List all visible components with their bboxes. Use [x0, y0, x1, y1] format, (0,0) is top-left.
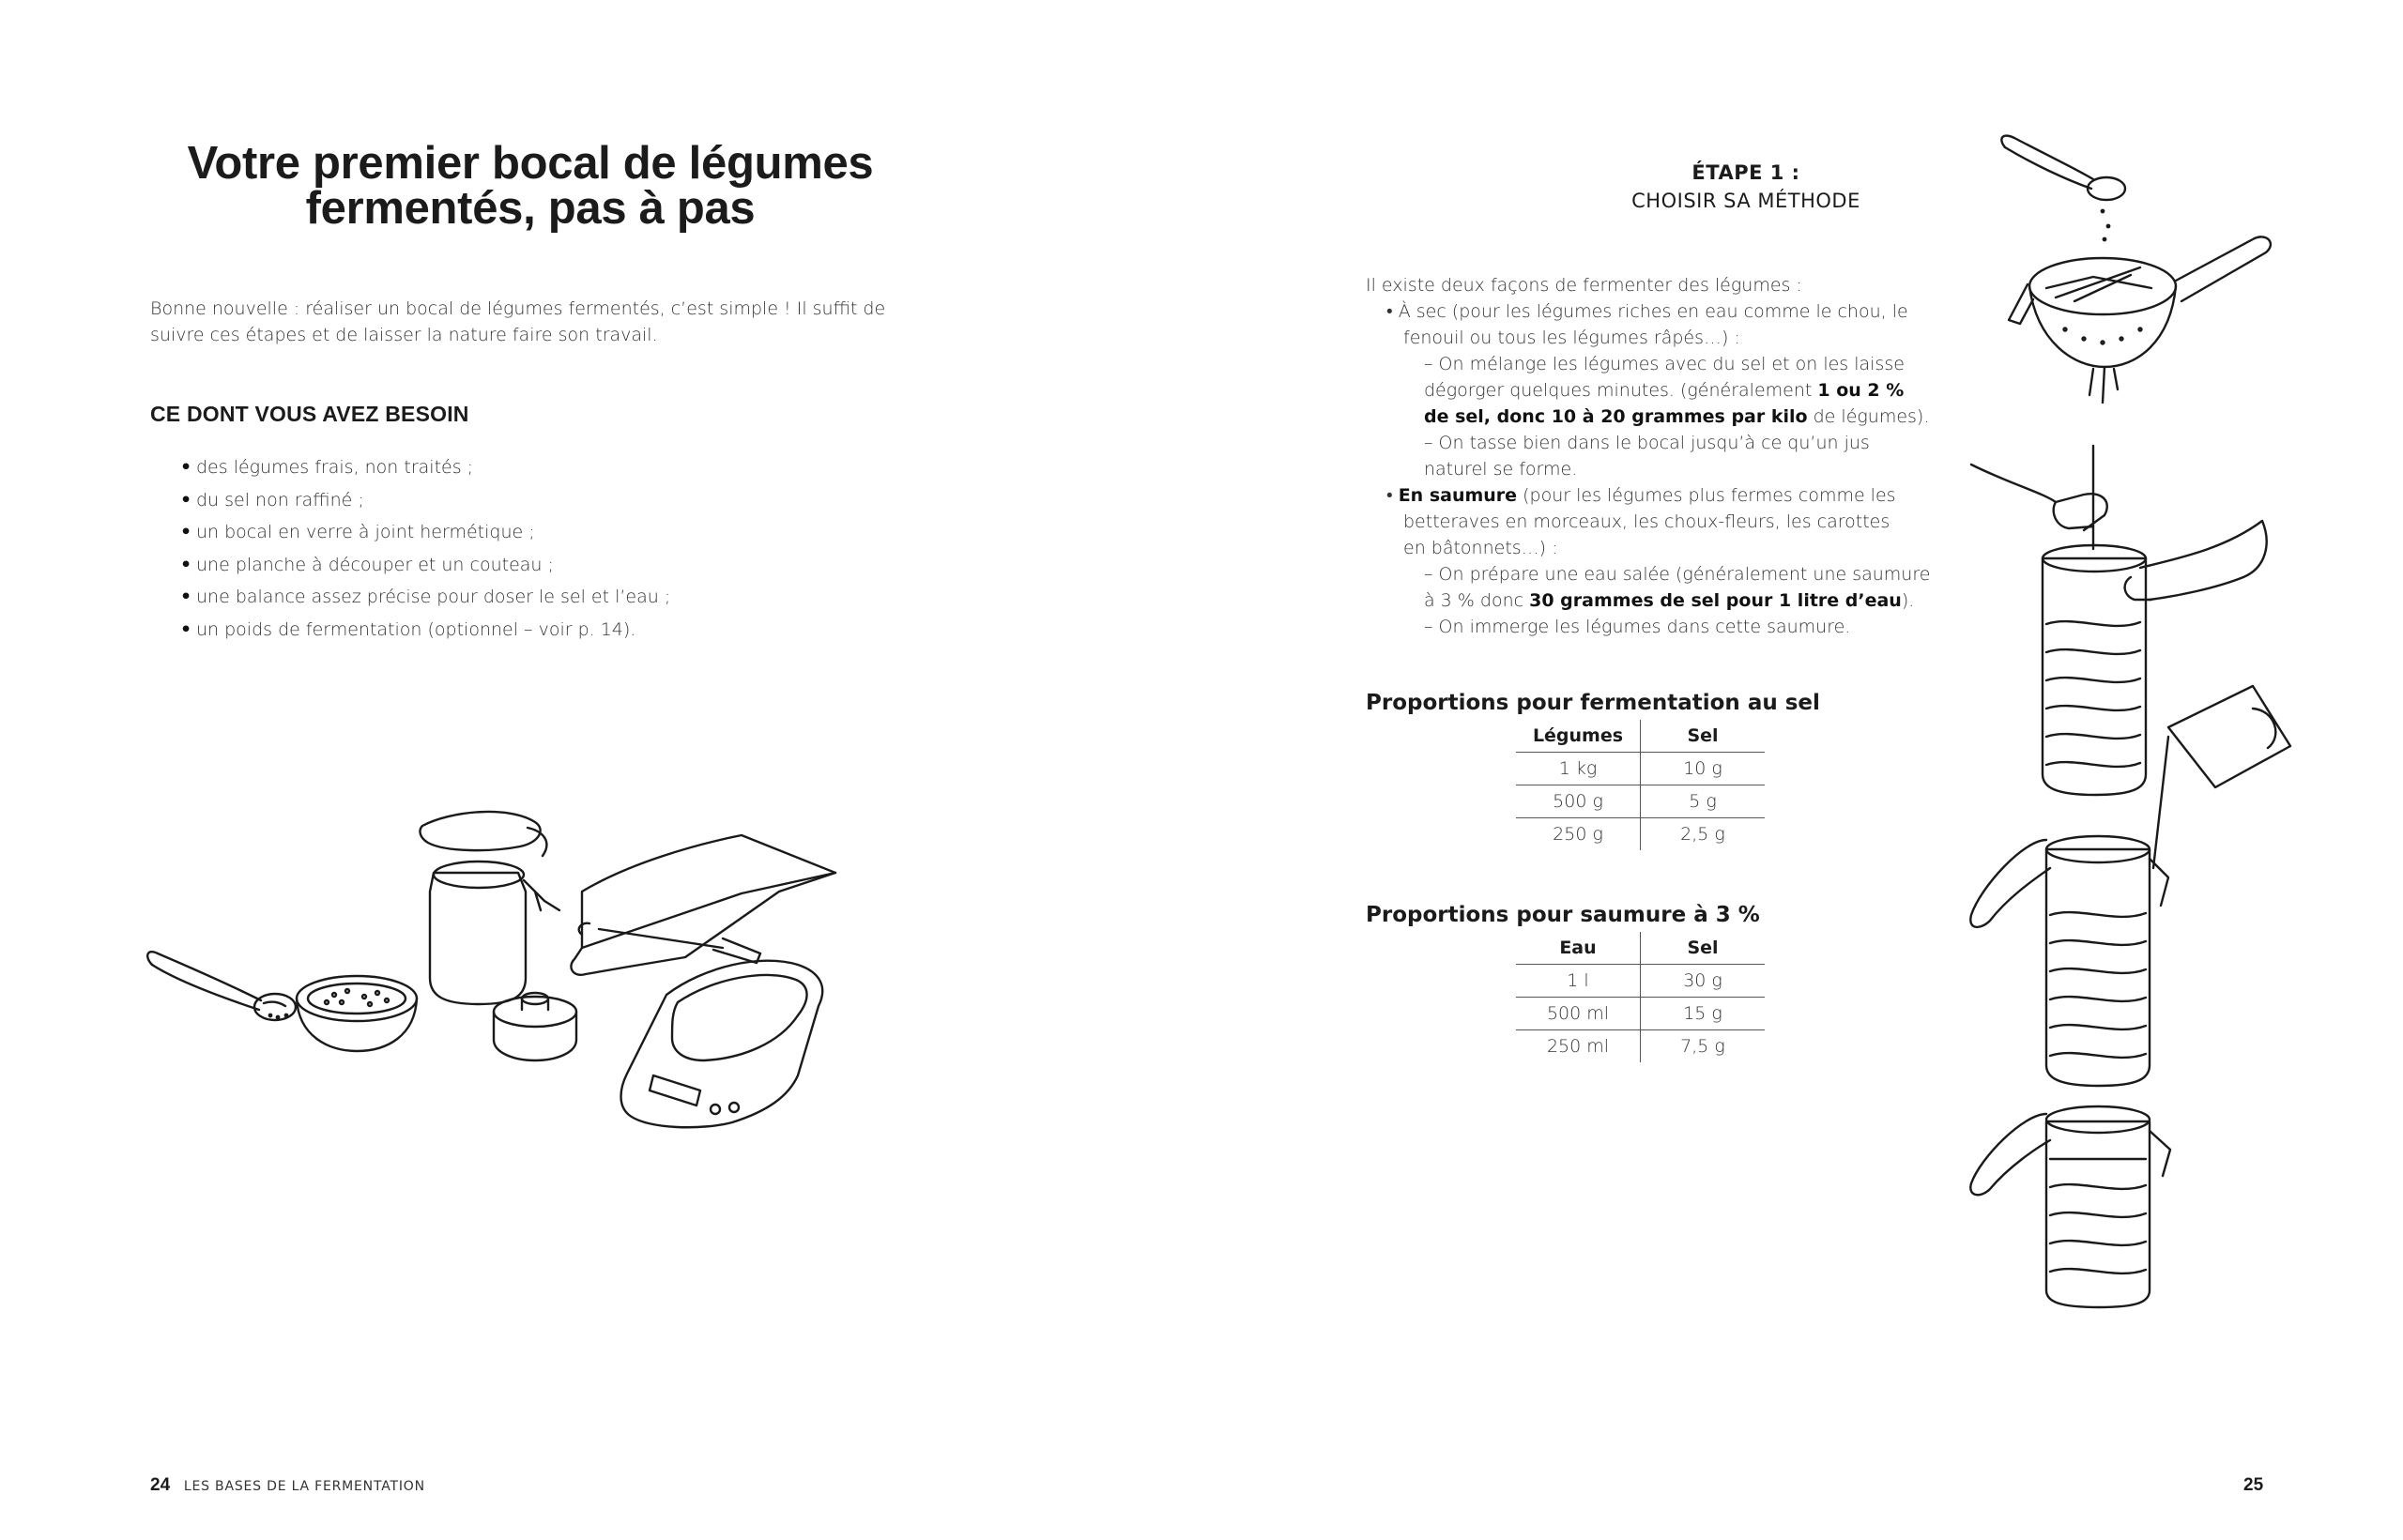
- table-row: [1516, 998, 1765, 1030]
- dry-method-line-2: [1366, 325, 1929, 351]
- pouring-brine-icon: [1970, 686, 2290, 1086]
- table-cell: 500 ml: [1516, 998, 1641, 1030]
- intro-line-2: suivre ces étapes et de laisser la nature faire son travail.: [150, 325, 658, 345]
- dry-step-2: [1366, 377, 1929, 404]
- dry-method-line-1: • À sec (pour les légumes riches en eau comme le chou, le: [1386, 301, 1908, 322]
- dry-step-3: [1366, 404, 1929, 430]
- spoon-salt-icon: [2001, 136, 2125, 241]
- table-row: [1516, 965, 1765, 998]
- list-item-text: un bocal en verre à joint hermétique ;: [196, 522, 535, 543]
- brine-proportions-table: [1516, 932, 1765, 1062]
- brine-step-2-bold: 30 grammes de sel pour 1 litre d’eau: [1529, 590, 1902, 611]
- column-header: Légumes: [1516, 720, 1641, 753]
- brine-method-line-3-text: en bâtonnets…) :: [1403, 538, 1558, 558]
- brine-step-3: – On immerge les légumes dans cette saumure.: [1424, 617, 1851, 637]
- list-item-text: des légumes frais, non traités ;: [196, 457, 474, 478]
- title-line-2: fermentés, pas à pas: [305, 183, 756, 234]
- step-label: ÉTAPE 1 :: [1691, 161, 1800, 184]
- dry-step-2-bold: 1 ou 2 %: [1817, 380, 1905, 401]
- intro-line-1: Bonne nouvelle : réaliser un bocal de légumes fermentés, c’est simple ! Il suffit de: [150, 298, 886, 319]
- salt-proportions-table: [1516, 720, 1765, 850]
- table-cell: 5 g: [1641, 785, 1766, 818]
- methods-intro: Il existe deux façons de fermenter des légumes :: [1366, 275, 1802, 296]
- table-cell: 7,5 g: [1641, 1030, 1766, 1063]
- bullet: •: [180, 618, 192, 640]
- list-item-text: du sel non raffiné ;: [196, 489, 364, 511]
- bullet: •: [180, 587, 192, 608]
- brine-step-1: – On prépare une eau salée (généralement une saumure: [1424, 564, 1931, 585]
- bullet: •: [180, 554, 192, 575]
- table-cell: 250 g: [1516, 818, 1641, 851]
- dry-step-3-text: de légumes).: [1813, 406, 1930, 427]
- steps-illustration: [1952, 127, 2328, 1309]
- methods-text: [1366, 272, 1929, 640]
- brine-step-2-head: à 3 % donc: [1424, 590, 1524, 611]
- table-cell: 30 g: [1641, 965, 1766, 998]
- title-line-1: Votre premier bocal de légumes: [187, 138, 874, 189]
- list-item-text: un poids de fermentation (optionnel – voir p. 14).: [196, 618, 636, 640]
- brine-method-line-2: [1366, 509, 1929, 535]
- table-cell: 250 ml: [1516, 1030, 1641, 1063]
- dry-step-2-text: dégorger quelques minutes. (généralement: [1424, 380, 1813, 401]
- needs-heading: CE DONT VOUS AVEZ BESOIN: [150, 402, 469, 426]
- list-item-text: une balance assez précise pour doser le sel et l’eau ;: [196, 587, 671, 608]
- table-row: [1516, 753, 1765, 785]
- dry-step-5: naturel se forme.: [1424, 459, 1578, 480]
- dry-method-line-2-text: fenouil ou tous les légumes râpés…) :: [1403, 328, 1740, 348]
- bullet: •: [180, 522, 192, 543]
- brine-method-bold: En saumure: [1398, 485, 1518, 506]
- brine-method-line-2-text: betteraves en morceaux, les choux-fleurs, les carottes: [1403, 511, 1890, 532]
- bullet: •: [180, 457, 192, 478]
- table-cell: 1 l: [1516, 965, 1641, 998]
- table-cell: 2,5 g: [1641, 818, 1766, 851]
- page-number: 24: [150, 1475, 171, 1495]
- table-cell: 10 g: [1641, 753, 1766, 785]
- brine-method-line-1: [1366, 482, 1929, 509]
- column-header: Sel: [1687, 938, 1719, 958]
- brine-step-2: [1366, 587, 1929, 614]
- table-header-row: [1516, 932, 1765, 965]
- page-number-right: 25: [2243, 1475, 2264, 1495]
- running-head: LES BASES DE LA FERMENTATION: [183, 1479, 425, 1494]
- closed-jar-icon: [1970, 1106, 2170, 1307]
- dry-step-1: – On mélange les légumes avec du sel et on les laisse: [1424, 354, 1905, 374]
- table-cell: 500 g: [1516, 785, 1641, 818]
- bullet: •: [180, 489, 192, 511]
- table-header-row: [1516, 720, 1765, 753]
- table-cell: 15 g: [1641, 998, 1766, 1030]
- table-row: [1516, 818, 1765, 851]
- brine-method-line-1-text: (pour les légumes plus fermes comme les: [1523, 485, 1896, 506]
- step-title: CHOISIR SA MÉTHODE: [1631, 190, 1860, 212]
- salt-table-title: Proportions pour fermentation au sel: [1366, 691, 1820, 715]
- table-cell: 1 kg: [1516, 753, 1641, 785]
- packing-jar-icon: [1971, 446, 2267, 795]
- bullet: •: [1386, 485, 1393, 506]
- column-header: Eau: [1516, 932, 1641, 965]
- colander-icon: [2009, 236, 2271, 403]
- brine-method-line-3: [1366, 535, 1929, 561]
- dry-step-3-bold: de sel, donc 10 à 20 grammes par kilo: [1424, 406, 1808, 427]
- table-row: [1516, 1030, 1765, 1063]
- brine-step-2-tail: ).: [1901, 590, 1915, 611]
- brine-table-title: Proportions pour saumure à 3 %: [1366, 903, 1760, 927]
- dry-step-4: – On tasse bien dans le bocal jusqu’à ce qu’un jus: [1424, 433, 1870, 453]
- list-item-text: une planche à découper et un couteau ;: [196, 554, 554, 575]
- table-row: [1516, 785, 1765, 818]
- column-header: Sel: [1687, 725, 1719, 746]
